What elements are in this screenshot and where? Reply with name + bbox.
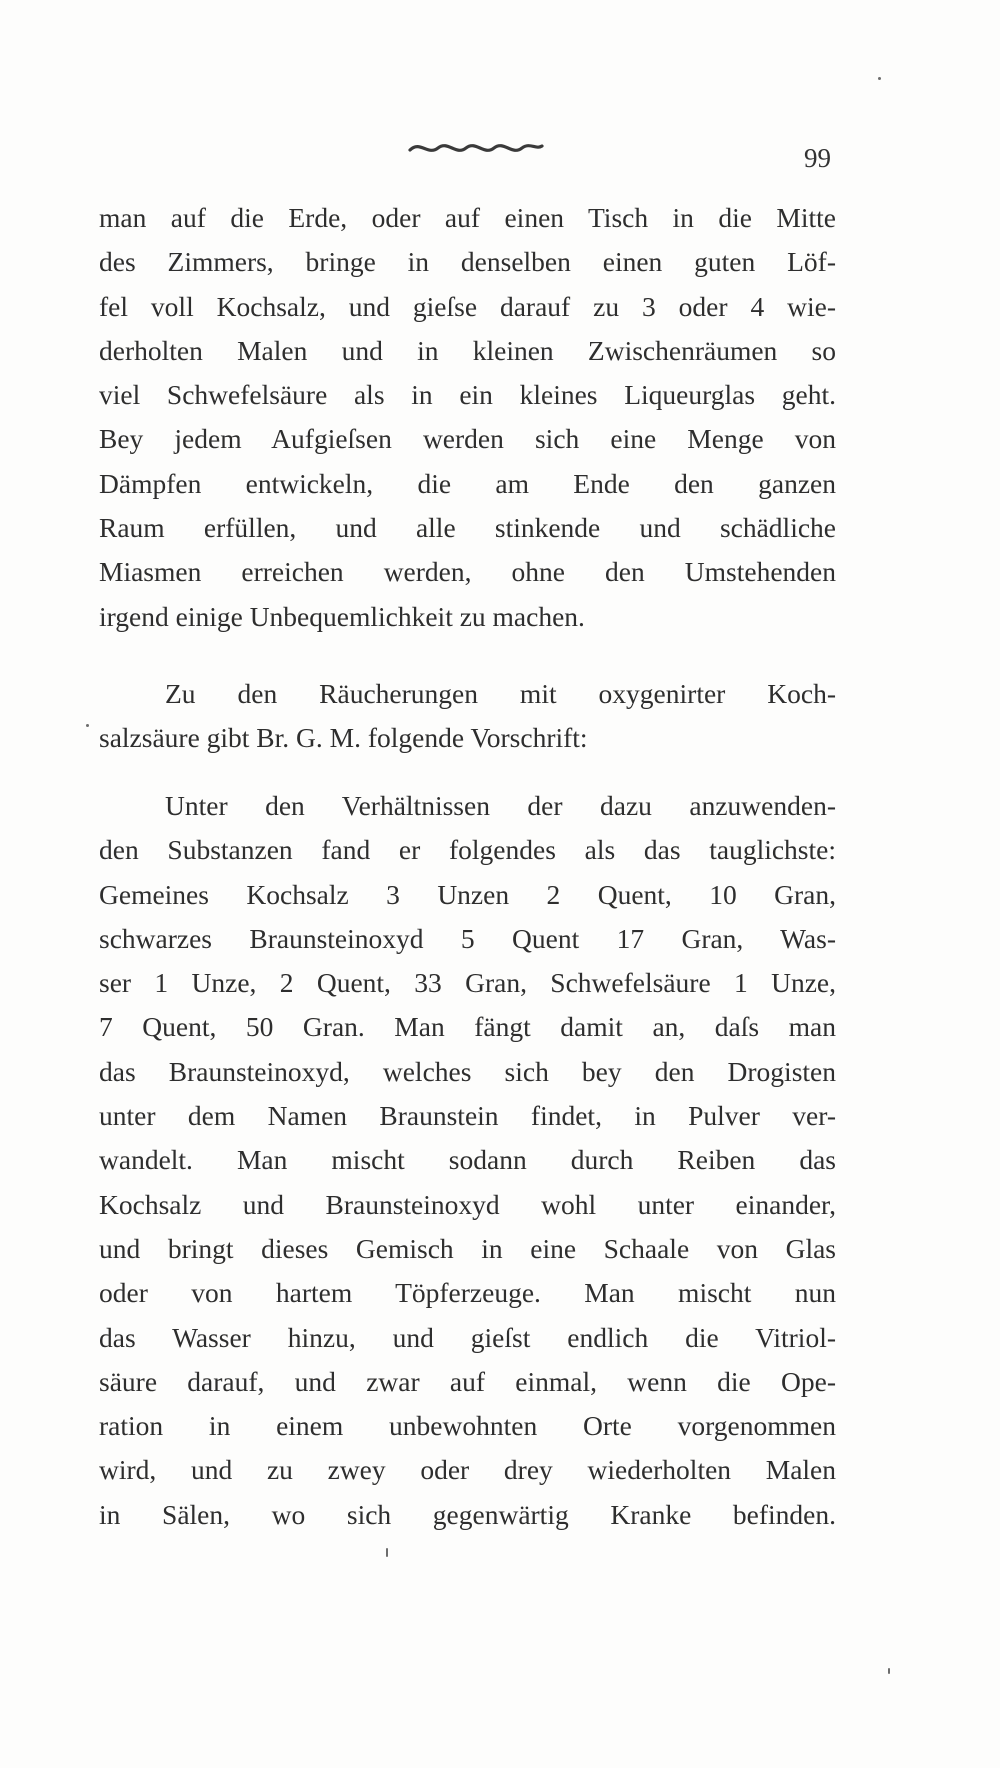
text-line: ration in einem unbewohnten Orte vorgenommen [99,1410,836,1442]
text-line: Gemeines Kochsalz 3 Unzen 2 Quent, 10 Gran, [99,878,836,910]
print-speck [86,724,89,727]
text-line: das Braunsteinoxyd, welches sich bey den Drogisten [99,1055,836,1087]
text-line: derholten Malen und in kleinen Zwischenräumen so [99,334,836,366]
text-line: Zu den Räucherungen mit oxygenirter Koch- [165,678,836,709]
text-line: Bey jedem Aufgieſsen werden sich eine Menge von [99,423,836,455]
text-line: das Wasser hinzu, und gieſst endlich die Vitriol- [99,1321,836,1353]
text-line: wandelt. Man mischt sodann durch Reiben das [99,1144,836,1176]
print-speck [888,1668,890,1674]
text-line: unter dem Namen Braunstein findet, in Pulver ver- [99,1100,836,1132]
text-line: Miasmen erreichen werden, ohne den Umstehenden [99,556,836,588]
ornament-flourish [406,136,546,160]
text-line: oder von hartem Töpferzeuge. Man mischt nun [99,1277,836,1309]
paragraph-2 [99,672,836,761]
text-line: salzsäure gibt Br. G. M. folgende Vorschrift: [99,722,588,754]
text-line: in Sälen, wo sich gegenwärtig Kranke befinden. [99,1498,836,1530]
text-line: 7 Quent, 50 Gran. Man fängt damit an, daſs man [99,1011,836,1043]
text-line: man auf die Erde, oder auf einen Tisch in die Mitte [99,202,836,233]
text-line: und bringt dieses Gemisch in eine Schaale von Glas [99,1232,836,1264]
text-line: irgend einige Unbequemlichkeit zu machen. [99,600,585,632]
text-line: fel voll Kochsalz, und gieſse darauf zu 3 oder 4 wie- [99,290,836,322]
text-line: viel Schwefelsäure als in ein kleines Liqueurglas geht. [99,379,836,411]
text-line: des Zimmers, bringe in denselben einen guten Löf- [99,246,836,278]
page-number: 99 [804,143,831,173]
text-line: Kochsalz und Braunsteinoxyd wohl unter einander, [99,1188,836,1220]
print-speck [878,77,881,80]
text-line: Raum erfüllen, und alle stinkende und schädliche [99,512,836,544]
text-line: schwarzes Braunsteinoxyd 5 Quent 17 Gran, Was- [99,922,836,954]
paragraph-1 [99,196,836,639]
print-speck [386,1548,388,1557]
text-line: den Substanzen fand er folgendes als das tauglichste: [99,834,836,866]
text-line: säure darauf, und zwar auf einmal, wenn die Ope- [99,1365,836,1397]
text-line: wird, und zu zwey oder drey wiederholten Malen [99,1454,836,1486]
paragraph-3 [99,784,836,1537]
text-line: ser 1 Unze, 2 Quent, 33 Gran, Schwefelsäure 1 Unze, [99,967,836,999]
text-line: Unter den Verhältnissen der dazu anzuwenden- [165,790,836,821]
text-line: Dämpfen entwickeln, die am Ende den ganzen [99,467,836,499]
